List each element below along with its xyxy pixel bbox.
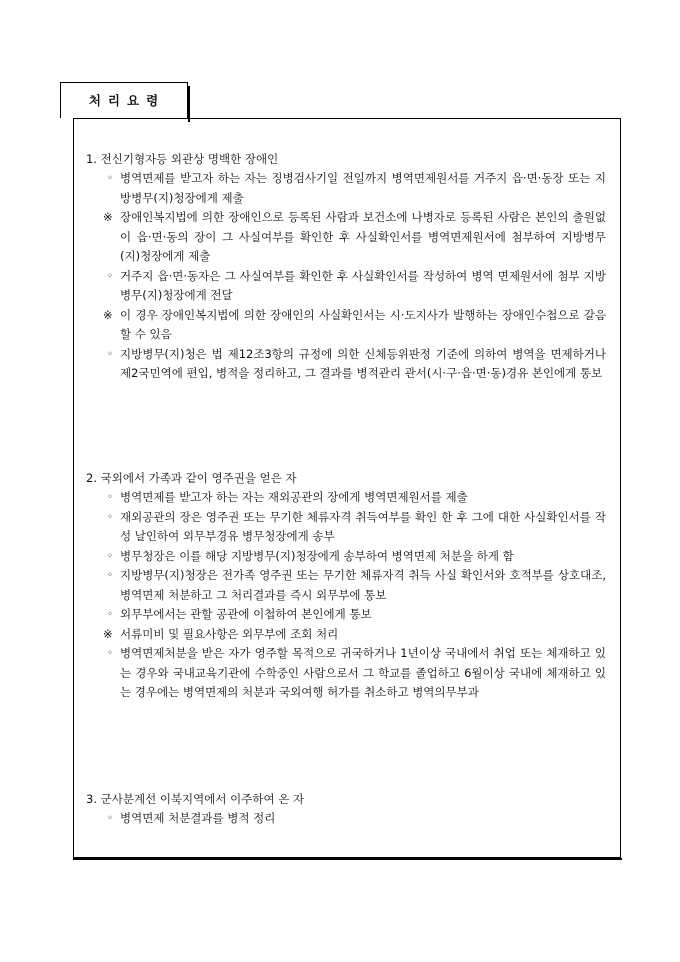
list-item <box>86 605 606 625</box>
list-item <box>86 566 606 605</box>
bullet-icon: ◦ <box>107 348 113 360</box>
content-box <box>73 118 621 858</box>
note-item <box>86 306 606 345</box>
bullet-icon: ◦ <box>107 609 113 620</box>
item-text: 병역면제처분을 받은 자가 영주할 목적으로 귀국하거나 1년이상 국내에서 취업 또는 체재하고 있는 경우와 국내교육기관에 수학중인 사람으로서 그 학교를 졸업하고 6월이상 국내에 체재하고 있는 경우에는 병역면제의 처분과 국외여행 허가를 취소하고 병역의무부과 <box>120 646 606 699</box>
bullet-icon: ◦ <box>107 270 113 282</box>
list-item <box>86 169 606 208</box>
note-text: 서류미비 및 필요사항은 외무부에 조회 처리 <box>120 626 339 641</box>
note-item <box>86 208 606 267</box>
item-text: 지방병무(지)청은 법 제12조3항의 규정에 의한 신체등위판정 기준에 의하여 병역을 면제하거나 제2국민역에 편입, 병적을 정리하고, 그 결과를 병적관리 관서(시·구·읍·면·동)경유 본인에게 통보 <box>120 346 606 380</box>
section-3 <box>86 789 606 829</box>
section-title: 1. 전신기형자등 외관상 명백한 장애인 <box>86 152 279 166</box>
item-text: 재외공관의 장은 영주권 또는 무기한 체류자격 취득여부를 확인 한 후 그에 대한 사실확인서를 작성 날인하여 외무부경유 병무청장에게 송부 <box>120 509 606 543</box>
bullet-icon: ◦ <box>107 813 113 824</box>
list-item <box>86 644 606 703</box>
bullet-icon: ◦ <box>107 511 113 523</box>
item-text: 병역면제를 받고자 하는 자는 재외공관의 장에게 병역면제원서를 제출 <box>120 490 468 504</box>
bullet-icon: ◦ <box>107 570 113 581</box>
item-text: 병역면제 처분결과를 병적 정리 <box>120 811 276 825</box>
list-item <box>86 267 606 306</box>
section-title: 2. 국외에서 가족과 같이 영주권을 얻은 자 <box>86 471 297 485</box>
bullet-icon: ◦ <box>107 173 113 184</box>
item-text: 지방병무(지)청장은 전가족 영주권 또는 무기한 체류자격 취득 사실 확인서와 호적부를 상호대조, 병역면제 처분하고 그 처리결과를 즉시 외무부에 통보 <box>120 568 606 602</box>
reference-mark-icon: ※ <box>103 307 113 322</box>
item-text: 외무부에서는 관할 공관에 이첩하여 본인에게 통보 <box>120 607 372 621</box>
item-text: 병역면제를 받고자 하는 자는 징병검사기일 전일까지 병역면제원서를 거주지 읍·면·동장 또는 지방병무(지)청장에게 제출 <box>120 171 606 205</box>
list-item <box>86 508 606 547</box>
item-text: 거주지 읍·면·동자은 그 사실여부를 확인한 후 사실확인서를 작성하여 병역 면제원서에 첨부 지방병무(지)청장에게 전달 <box>120 268 606 302</box>
section-title: 3. 군사분계선 이북지역에서 이주하여 온 자 <box>86 792 305 806</box>
item-text: 병무청장은 이를 해당 지방병무(지)청장에게 송부하여 병역면제 처분을 하게 함 <box>120 548 514 563</box>
list-item <box>86 345 606 384</box>
note-text: 이 경우 장애인복지법에 의한 장애인의 사실확인서는 시·도지사가 발행하는 장애인수첩으로 갈음할 수 있음 <box>120 307 606 341</box>
reference-mark-icon: ※ <box>103 626 113 641</box>
section-2 <box>86 468 606 703</box>
section-1 <box>86 149 606 384</box>
tab-title: 처리요령 <box>88 93 166 108</box>
reference-mark-icon: ※ <box>103 210 113 224</box>
section-tab <box>60 82 188 118</box>
bullet-icon: ◦ <box>107 492 113 503</box>
list-item <box>86 488 606 508</box>
list-item <box>86 809 606 829</box>
bullet-icon: ◦ <box>107 648 113 659</box>
note-item <box>86 625 606 645</box>
note-text: 장애인복지법에 의한 장애인으로 등록된 사람과 보건소에 나병자로 등록된 사람은 본인의 출원없이 읍·면·동의 장이 그 사실여부를 확인한 후 사실확인서를 병역면제원서에 첨부하여 지방병무(지)청장에게 제출 <box>120 210 606 263</box>
bullet-icon: ◦ <box>107 550 113 562</box>
list-item <box>86 547 606 567</box>
